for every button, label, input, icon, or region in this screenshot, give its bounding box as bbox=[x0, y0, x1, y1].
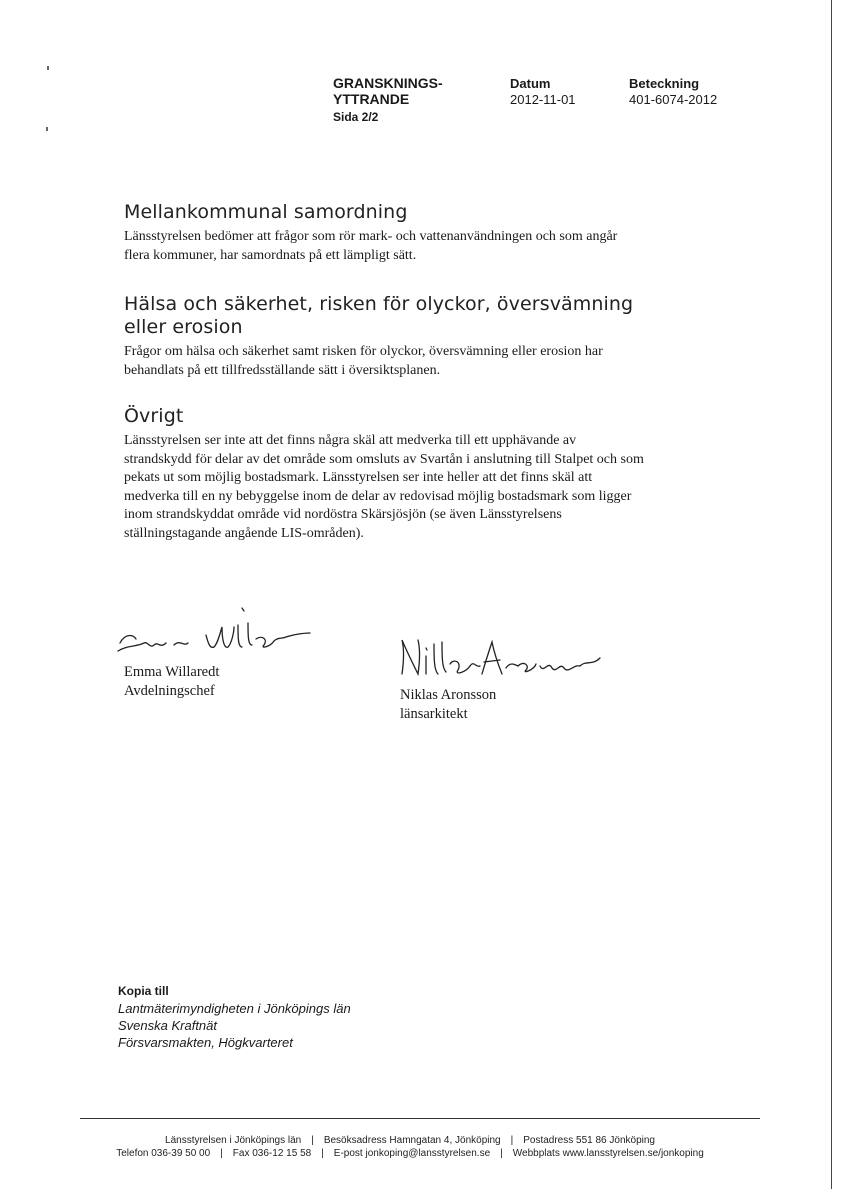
signer-name: Emma Willaredt bbox=[124, 664, 220, 680]
footer-website: Webbplats www.lansstyrelsen.se/jonkoping bbox=[512, 1148, 704, 1159]
signature-niklas-aronsson bbox=[396, 630, 606, 690]
footer-separator: | bbox=[510, 1135, 514, 1146]
reference-value: 401-6074-2012 bbox=[629, 92, 718, 107]
document-type bbox=[333, 75, 443, 107]
section-heading: Hälsa och säkerhet, risken för olyckor, översvämning eller erosion bbox=[124, 293, 634, 338]
footer-email: E-post jonkoping@lansstyrelsen.se bbox=[333, 1148, 491, 1159]
signature-emma-willaredt bbox=[114, 605, 314, 665]
document-type-line2: YTTRANDE bbox=[333, 91, 410, 107]
copy-to-block bbox=[118, 983, 351, 1051]
footer-phone: Telefon 036-39 50 00 bbox=[116, 1148, 211, 1159]
signature-block-1 bbox=[124, 663, 219, 701]
copy-recipient: Lantmäterimyndigheten i Jönköpings län bbox=[118, 1001, 351, 1016]
footer-separator: | bbox=[311, 1135, 314, 1146]
page-number: Sida 2/2 bbox=[333, 110, 379, 124]
footer-line-1 bbox=[60, 1134, 760, 1147]
section-body: Länsstyrelsen ser inte att det finns några skäl att medverka till ett upphävande av strandskydd för delar av det område som omsluts av Svartån i anslutning till Stalpet och som pekats ut som möjlig bostadsmark. Länsstyrelsen ser inte heller att det finns skäl att medverka till en ny bebyggelse inom de delar av redovisad möjlig bostadsmark som ligger inom strandskyddat område vid nordöstra Skärsjösjön (se även Länsstyrelsens ställningstagande angående LIS-områden). bbox=[124, 433, 644, 541]
section-heading: Övrigt bbox=[124, 405, 184, 427]
scan-speck bbox=[47, 66, 49, 70]
footer-fax: Fax 036-12 15 58 bbox=[232, 1148, 312, 1159]
footer-divider bbox=[80, 1118, 760, 1119]
section-body: Frågor om hälsa och säkerhet samt risken för olyckor, översvämning eller erosion har behandlats på ett tillfredsställande sätt i översiktsplanen. bbox=[124, 344, 603, 378]
signer-title: Avdelningschef bbox=[124, 683, 215, 699]
date-block bbox=[510, 76, 576, 108]
section-intermunicipal-coordination bbox=[124, 201, 644, 265]
signer-name: Niklas Aronsson bbox=[400, 687, 497, 703]
footer-separator: | bbox=[321, 1148, 324, 1159]
scan-edge-line bbox=[831, 0, 832, 1189]
section-body: Länsstyrelsen bedömer att frågor som rör mark- och vattenanvändningen och som angår flera kommuner, har samordnats på ett lämpligt sätt. bbox=[124, 229, 618, 263]
section-health-safety bbox=[124, 293, 644, 380]
date-label: Datum bbox=[510, 76, 551, 91]
document-type-line1: GRANSKNINGS- bbox=[333, 75, 443, 91]
scan-speck bbox=[46, 127, 48, 131]
footer-postal-address: Postadress 551 86 Jönköping bbox=[523, 1135, 655, 1146]
footer-line-2 bbox=[60, 1147, 760, 1160]
section-other bbox=[124, 405, 644, 543]
section-heading: Mellankommunal samordning bbox=[124, 201, 408, 223]
signature-block-2 bbox=[400, 686, 496, 724]
footer-visit-address: Besöksadress Hamngatan 4, Jönköping bbox=[323, 1135, 501, 1146]
copy-to-title: Kopia till bbox=[118, 984, 169, 998]
date-value: 2012-11-01 bbox=[510, 92, 576, 107]
copy-recipient: Svenska Kraftnät bbox=[118, 1018, 217, 1033]
copy-recipient: Försvarsmakten, Högkvarteret bbox=[118, 1035, 293, 1050]
footer-separator: | bbox=[500, 1148, 503, 1159]
reference-block bbox=[629, 76, 717, 108]
footer-org: Länsstyrelsen i Jönköpings län bbox=[165, 1135, 302, 1146]
reference-label: Beteckning bbox=[629, 76, 700, 91]
footer-separator: | bbox=[220, 1148, 223, 1159]
signer-title: länsarkitekt bbox=[400, 706, 468, 722]
